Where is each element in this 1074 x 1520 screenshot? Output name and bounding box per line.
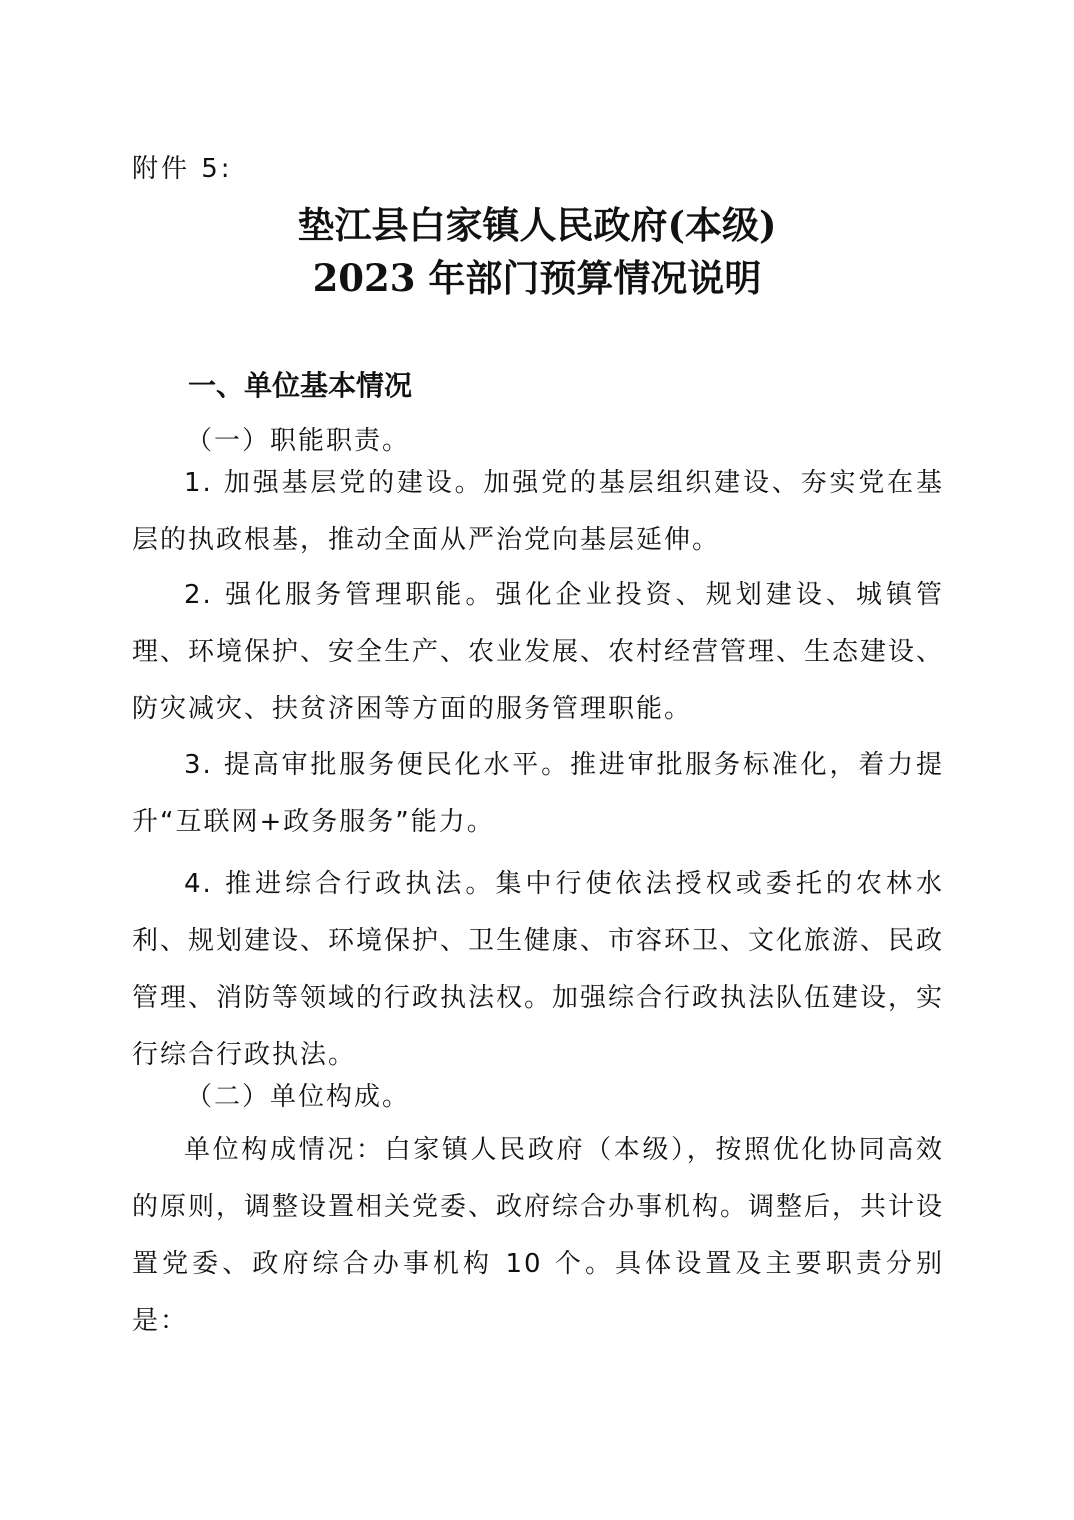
section-heading-basic-info: 一、单位基本情况: [188, 369, 413, 402]
duty-item-4: 4. 推进综合行政执法。集中行使依法授权或委托的农林水利、规划建设、环境保护、卫生健康、市容环卫、文化旅游、民政管理、消防等领域的行政执法权。加强综合行政执法队伍建设，实行综合行政执法。: [132, 869, 945, 1070]
document-title-line2: 2023 年部门预算情况说明: [312, 256, 762, 300]
duty-item-3: 3. 提高审批服务便民化水平。推进审批服务标准化，着力提升“互联网+政务服务”能力。: [132, 750, 944, 837]
subsection-heading-duties: （一）职能职责。: [186, 426, 411, 456]
attachment-label: 附件 5:: [132, 154, 233, 184]
duty-item-2: 2. 强化服务管理职能。强化企业投资、规划建设、城镇管理、环境保护、安全生产、农业发展、农村经营管理、生态建设、防灾减灾、扶贫济困等方面的服务管理职能。: [132, 580, 945, 724]
duty-item-1: 1. 加强基层党的建设。加强党的基层组织建设、夯实党在基层的执政根基，推动全面从严治党向基层延伸。: [132, 468, 944, 555]
document-title-line1: 垫江县白家镇人民政府(本级): [297, 203, 777, 247]
subsection-heading-composition: （二）单位构成。: [186, 1082, 411, 1112]
composition-paragraph: 单位构成情况：白家镇人民政府（本级），按照优化协同高效的原则，调整设置相关党委、政府综合办事机构。调整后，共计设置党委、政府综合办事机构 10 个。具体设置及主要职责分别是：: [132, 1135, 945, 1336]
